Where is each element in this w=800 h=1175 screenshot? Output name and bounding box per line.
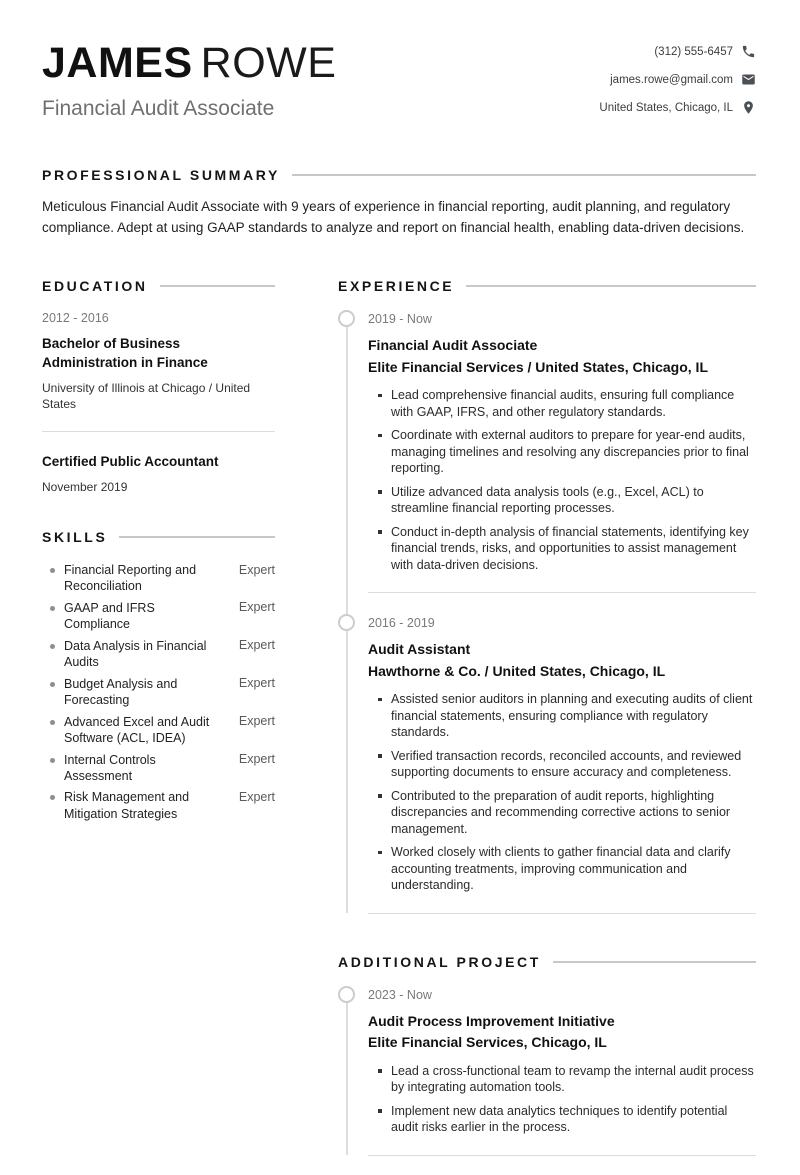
phone-icon (741, 44, 756, 59)
section-rule (119, 536, 275, 538)
skill-level: Expert (238, 562, 275, 577)
content-columns (42, 278, 756, 1175)
job-title: Financial Audit Associate (42, 97, 275, 120)
experience-bullet: Assisted senior auditors in planning and executing audits of client financial statements, ensuring compliance with regulatory standards. (378, 691, 756, 741)
experience-company: Hawthorne & Co. / United States, Chicago, IL (368, 662, 666, 679)
timeline-circle-icon (338, 614, 355, 631)
experience-bullet: Verified transaction records, reconciled accounts, and reviewed supporting documents to ensure accuracy and completeness. (378, 748, 756, 781)
last-name: ROWE (200, 39, 337, 87)
education-section (42, 278, 275, 495)
skill-level: Expert (238, 752, 275, 767)
experience-title: Financial Audit Associate (368, 337, 538, 353)
skill-name: Risk Management and Mitigation Strategies (64, 790, 190, 821)
email-address: james.rowe@gmail.com (610, 73, 733, 86)
candidate-name (42, 39, 337, 87)
education-subtitle: November 2019 (42, 480, 128, 494)
first-name: JAMES (42, 39, 193, 87)
skill-item (42, 638, 275, 670)
skill-name: Advanced Excel and Audit Software (ACL, IDEA) (64, 714, 210, 745)
phone-number: (312) 555-6457 (654, 45, 733, 58)
education-divider (42, 431, 275, 432)
bullet-dot-icon (50, 720, 55, 725)
experience-title: Audit Assistant (368, 641, 471, 657)
contact-phone (599, 44, 756, 59)
experience-bullet: Worked closely with clients to gather financial data and clarify accounting treatments, improving communication and understanding. (378, 844, 756, 894)
experience-bullets (378, 691, 756, 894)
experience-bullets (378, 387, 756, 573)
contact-email (599, 72, 756, 87)
bullet-dot-icon (50, 644, 55, 649)
skill-level: Expert (238, 600, 275, 615)
timeline-circle-icon (338, 986, 355, 1003)
experience-bullet: Utilize advanced data analysis tools (e.g., Excel, ACL) to streamline financial reporting processes. (378, 484, 756, 517)
skill-item (42, 752, 275, 784)
experience-entry (338, 612, 756, 894)
project-bullets (378, 1063, 756, 1136)
summary-section (42, 167, 756, 238)
project-dates: 2023 - Now (368, 987, 432, 1002)
envelope-icon (741, 72, 756, 87)
skills-section (42, 529, 275, 822)
experience-dates: 2019 - Now (368, 312, 432, 326)
skill-item (42, 600, 275, 632)
experience-bullet: Coordinate with external auditors to prepare for year-end audits, managing timelines and resolving any discrepancies prior to final reporting. (378, 427, 756, 477)
skill-item (42, 714, 275, 746)
contact-info (599, 42, 756, 115)
bullet-dot-icon (50, 568, 55, 573)
location-text: United States, Chicago, IL (599, 101, 733, 114)
skills-heading-row (42, 529, 275, 545)
section-rule (160, 285, 275, 287)
summary-text: Meticulous Financial Audit Associate with 9 years of experience in financial reporting, audit planning, and regulatory compliance. Adept at using GAAP standards to analyze and report on financial health, enabling data-driven decisions. (42, 199, 745, 235)
experience-heading-row (338, 278, 756, 294)
section-rule (553, 961, 756, 963)
experience-divider (368, 592, 756, 593)
skills-heading: SKILLS (42, 529, 108, 545)
skill-name: Internal Controls Assessment (64, 752, 156, 783)
summary-heading: PROFESSIONAL SUMMARY (42, 167, 280, 183)
section-rule (466, 285, 756, 287)
right-column (338, 278, 756, 1175)
bullet-dot-icon (50, 795, 55, 800)
education-item (42, 311, 275, 412)
project-heading: ADDITIONAL PROJECT (338, 953, 541, 970)
education-item (42, 452, 275, 495)
skill-name: GAAP and IFRS Compliance (64, 600, 155, 632)
experience-bullet: Conduct in-depth analysis of financial statements, identifying key financial trends, risks, and opportunities to assist management with data-driven decisions. (378, 524, 756, 574)
project-bullet: Implement new data analytics techniques to identify potential audit risks earlier in the process. (378, 1103, 756, 1136)
timeline-circle-icon (338, 310, 355, 327)
experience-dates: 2016 - 2019 (368, 616, 435, 630)
skill-item (42, 789, 275, 821)
skill-item (42, 562, 275, 594)
bullet-dot-icon (50, 682, 55, 687)
bullet-dot-icon (50, 606, 55, 611)
project-timeline (338, 984, 756, 1156)
education-subtitle: University of Illinois at Chicago / United States (42, 381, 251, 411)
project-heading-row (338, 954, 756, 970)
education-title: Certified Public Accountant (42, 454, 219, 469)
project-divider (368, 1155, 756, 1156)
skill-level: Expert (238, 789, 275, 804)
project-entry (338, 984, 756, 1136)
experience-timeline (338, 308, 756, 914)
education-title: Bachelor of Business Administration in Finance (42, 336, 208, 370)
section-rule (292, 174, 756, 176)
experience-bullet: Contributed to the preparation of audit reports, highlighting discrepancies and recommending corrective actions to senior management. (378, 788, 756, 838)
skill-name: Budget Analysis and Forecasting (64, 676, 178, 707)
summary-heading-row (42, 167, 756, 183)
project-company: Elite Financial Services, Chicago, IL (368, 1034, 607, 1050)
contact-location (599, 100, 756, 115)
location-pin-icon (741, 100, 756, 115)
project-bullet: Lead a cross-functional team to revamp the internal audit process by integrating automation tools. (378, 1063, 756, 1096)
skill-item (42, 676, 275, 708)
education-heading-row (42, 278, 275, 294)
bullet-dot-icon (50, 758, 55, 763)
experience-heading: EXPERIENCE (338, 278, 455, 294)
skill-level: Expert (238, 714, 275, 729)
header (42, 39, 756, 121)
skill-level: Expert (238, 638, 275, 653)
skill-name: Financial Reporting and Reconciliation (64, 563, 197, 594)
education-items (42, 311, 275, 495)
left-column (42, 278, 275, 1175)
experience-entry (338, 308, 756, 573)
experience-divider (368, 913, 756, 914)
education-heading: EDUCATION (42, 278, 148, 294)
project-title: Audit Process Improvement Initiative (368, 1012, 615, 1029)
education-dates: 2012 - 2016 (42, 311, 109, 325)
experience-company: Elite Financial Services / United States, Chicago, IL (368, 358, 708, 375)
project-section (338, 954, 756, 1156)
skill-level: Expert (238, 676, 275, 691)
experience-bullet: Lead comprehensive financial audits, ensuring full compliance with GAAP, IFRS, and other regulatory standards. (378, 387, 756, 420)
skills-list (42, 562, 275, 822)
experience-section (338, 278, 756, 914)
name-block (42, 39, 337, 121)
skill-name: Data Analysis in Financial Audits (64, 638, 207, 670)
